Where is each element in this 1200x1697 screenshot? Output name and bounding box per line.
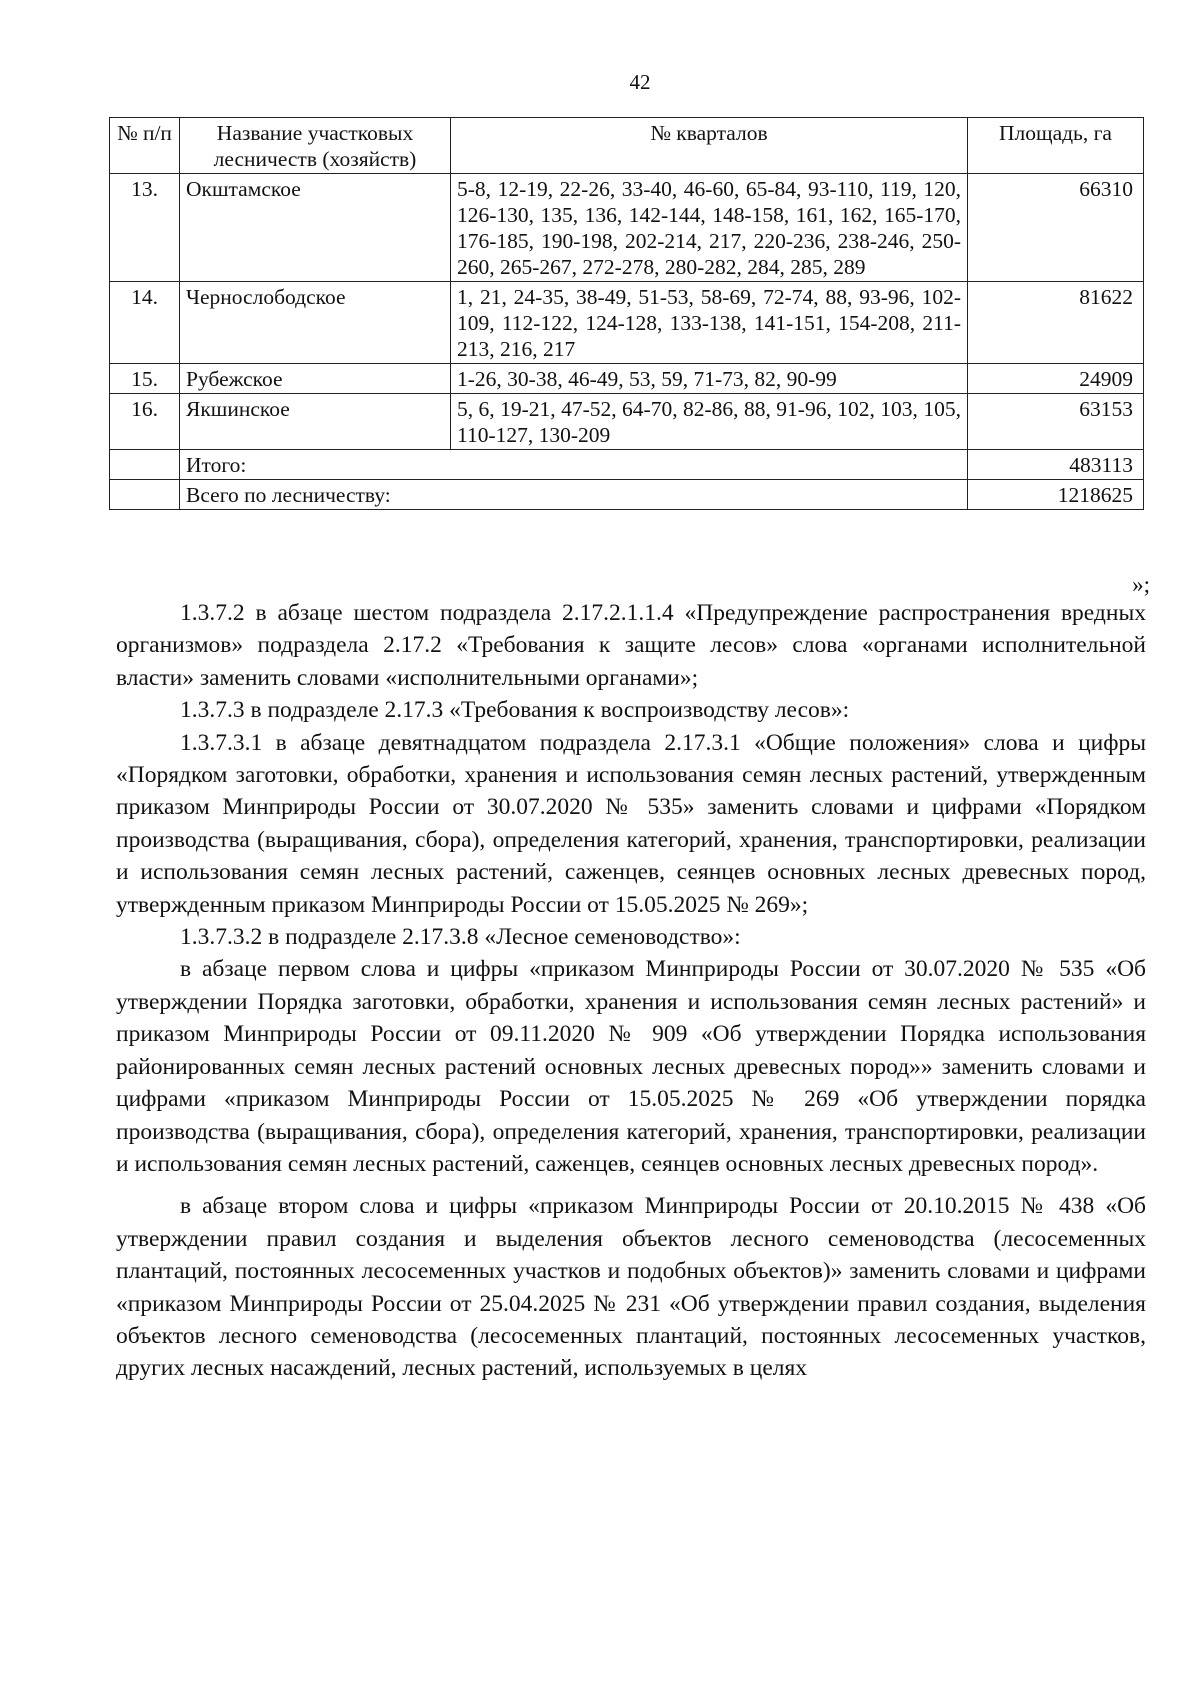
subtotal-label: Итого:	[180, 450, 968, 480]
total-num-empty	[110, 480, 180, 510]
row-num: 15.	[110, 364, 180, 394]
total-area: 1218625	[968, 480, 1144, 510]
header-num: № п/п	[110, 118, 180, 174]
row-quarters: 5-8, 12-19, 22-26, 33-40, 46-60, 65-84, 93-110, 119, 120, 126-130, 135, 136, 142-144, 148-158, 161, 162, 165-170, 176-185, 190-198, 202-214, 217, 220-236, 238-246, 250-260, 265-267, 272-278, 280-282, 284, 285, 289	[451, 174, 968, 282]
header-quarters: № кварталов	[451, 118, 968, 174]
paragraph: 1.3.7.3.1 в абзаце девятнадцатом подраздела 2.17.3.1 «Общие положения» слова и цифры «Порядком заготовки, обработки, хранения и использования семян лесных растений, утвержденным приказом Минприроды России от 30.07.2020 № 535» заменить словами и цифрами «Порядком производства (выращивания, сбора), определения категорий, хранения, транспортировки, реализации и использования семян лесных растений, саженцев, сеянцев основных лесных древесных пород, утвержденным приказом Минприроды России от 15.05.2025 № 269»;	[116, 729, 1146, 918]
paragraph: в абзаце втором слова и цифры «приказом Минприроды России от 20.10.2015 № 438 «Об утверждении правил создания и выделения объектов лесного семеноводства (лесосеменных плантаций, постоянных лесосеменных участков и подобных объектов)» заменить словами и цифрами «приказом Минприроды России от 25.04.2025 № 231 «Об утверждении правил создания, выделения объектов лесного семеноводства (лесосеменных плантаций, постоянных лесосеменных участков, других лесных насаждений, лесных растений, используемых в целях	[116, 1193, 1146, 1382]
row-area: 24909	[968, 364, 1144, 394]
total-label: Всего по лесничеству:	[180, 480, 968, 510]
subtotal-row	[110, 450, 1144, 480]
row-area: 66310	[968, 174, 1144, 282]
row-num: 16.	[110, 394, 180, 450]
row-quarters: 1-26, 30-38, 46-49, 53, 59, 71-73, 82, 90-99	[451, 364, 968, 394]
row-quarters: 5, 6, 19-21, 47-52, 64-70, 82-86, 88, 91-96, 102, 103, 105, 110-127, 130-209	[451, 394, 968, 450]
row-name: Окштамское	[180, 174, 451, 282]
table-row	[110, 394, 1144, 450]
header-area: Площадь, га	[968, 118, 1144, 174]
subtotal-area: 483113	[968, 450, 1144, 480]
row-name: Чернослободское	[180, 282, 451, 364]
row-name: Рубежское	[180, 364, 451, 394]
row-area: 81622	[968, 282, 1144, 364]
table-row	[110, 282, 1144, 364]
row-num: 14.	[110, 282, 180, 364]
row-area: 63153	[968, 394, 1144, 450]
table-row	[110, 364, 1144, 394]
row-num: 13.	[110, 174, 180, 282]
paragraph: 1.3.7.3 в подразделе 2.17.3 «Требования к воспроизводству лесов»:	[180, 697, 850, 724]
subtotal-num-empty	[110, 450, 180, 480]
total-row	[110, 480, 1144, 510]
closing-quote: »;	[1132, 572, 1150, 597]
table-header-row	[110, 118, 1144, 174]
row-quarters: 1, 21, 24-35, 38-49, 51-53, 58-69, 72-74, 88, 93-96, 102- 109, 112-122, 124-128, 133-138, 141-151, 154-208, 211-213, 216, 217	[451, 282, 968, 364]
paragraph: 1.3.7.3.2 в подразделе 2.17.3.8 «Лесное семеноводство»:	[180, 924, 741, 951]
header-name: Название участковых лесничеств (хозяйств)	[180, 118, 451, 174]
forestry-table	[109, 117, 1144, 510]
paragraph: в абзаце первом слова и цифры «приказом Минприроды России от 30.07.2020 № 535 «Об утверждении Порядка заготовки, обработки, хранения и использования семян лесных растений» и приказом Минприроды России от 09.11.2020 № 909 «Об утверждении Порядка использования районированных семян лесных растений основных лесных древесных пород»» заменить словами и цифрами «приказом Минприроды России от 15.05.2025 № 269 «Об утверждении порядка производства (выращивания, сбора), определения категорий, хранения, транспортировки, реализации и использования семян лесных растений, саженцев, сеянцев основных лесных древесных пород».	[116, 956, 1146, 1177]
body-text	[116, 597, 1146, 1385]
row-name: Якшинское	[180, 394, 451, 450]
paragraph: 1.3.7.2 в абзаце шестом подраздела 2.17.2.1.1.4 «Предупреждение распространения вредных организмов» подраздела 2.17.2 «Требования к защите лесов» слова «органами исполнительной власти» заменить словами «исполнительными органами»;	[116, 600, 1146, 691]
table-row	[110, 174, 1144, 282]
page-number: 42	[629, 70, 651, 94]
